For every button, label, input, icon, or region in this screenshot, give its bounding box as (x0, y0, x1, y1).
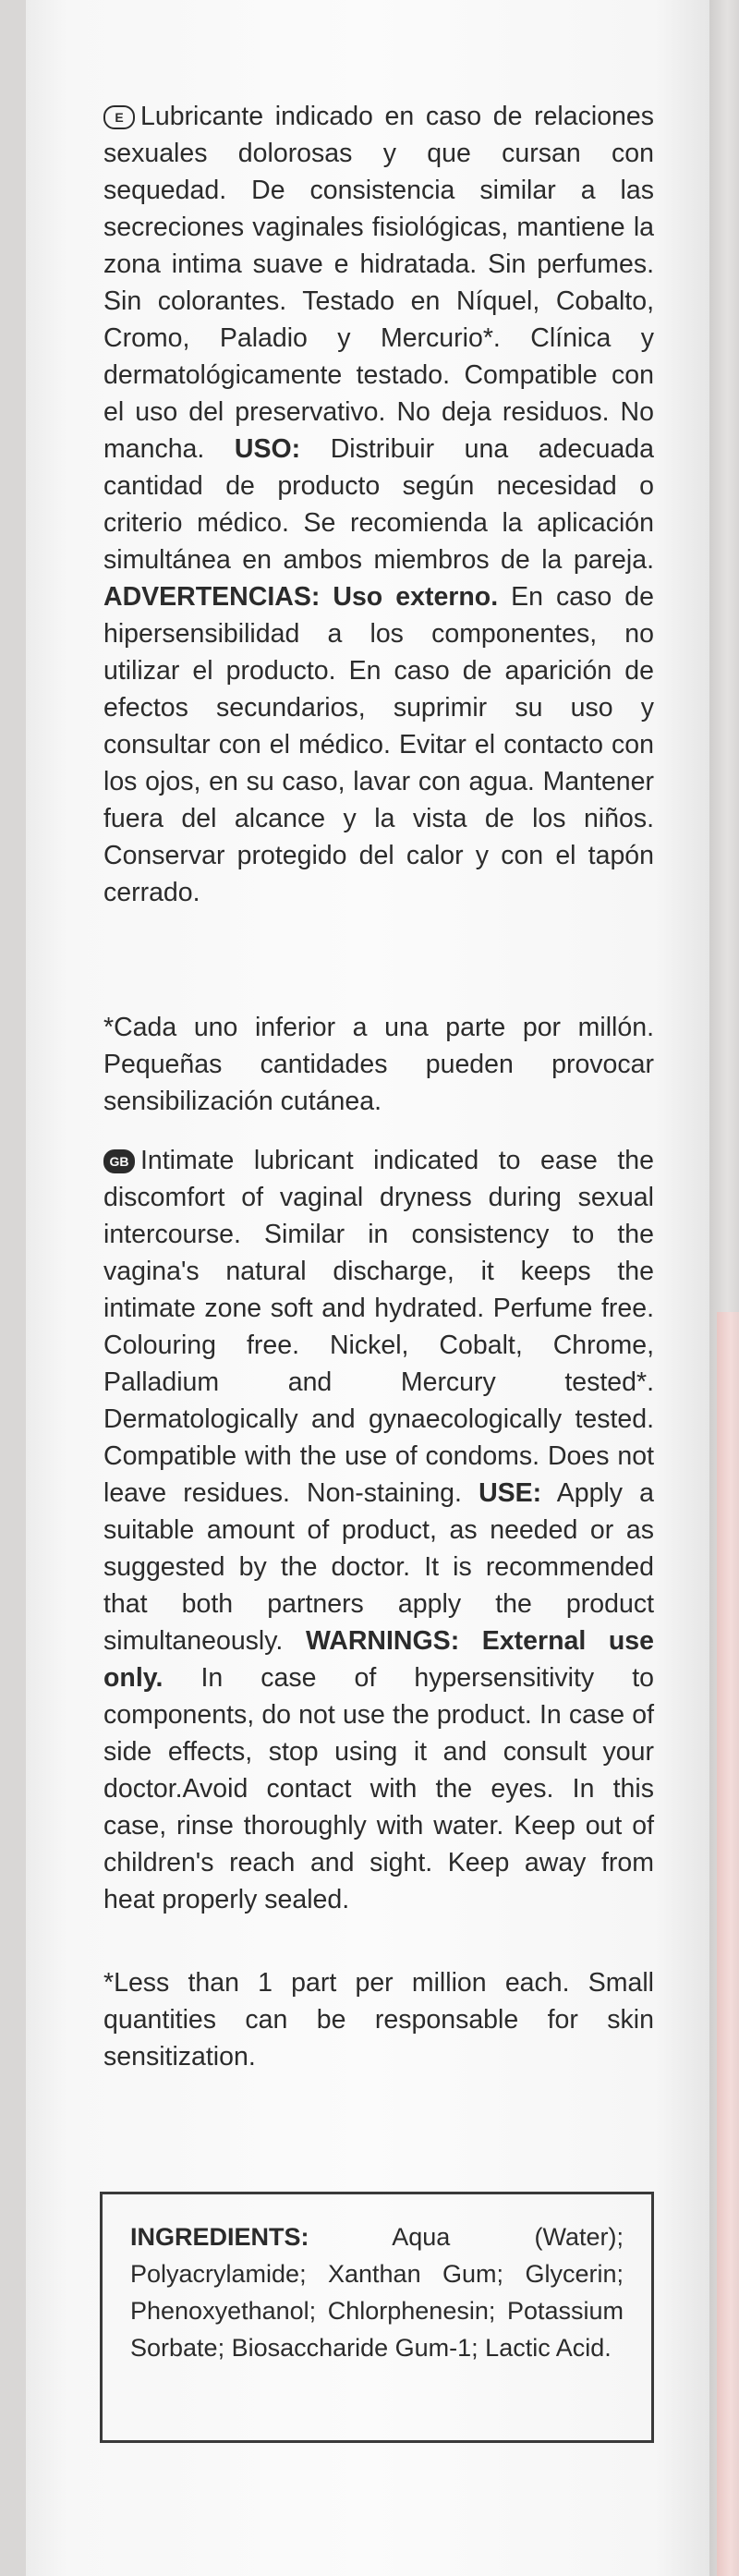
ingredients-box (100, 2192, 654, 2443)
spain-language-badge-icon: E (103, 105, 135, 129)
es-intro: Lubricante indicado en caso de relaciones sexuales dolorosas y que cursan con sequedad. De consistencia similar a las secreciones vaginales fisiológicas, mantiene la zona intima suave e hidratada. Sin perfumes. Sin colorantes. Testado en Níquel, Cobalto, Cromo, Paladio y Mercurio*. Clínica y dermatológicamente testado. Compatible con el uso del preservativo. No deja residuos. No mancha. (103, 102, 654, 464)
es-use-text: Distribuir una adecuada cantidad de producto según necesidad o criterio médico. Se recomienda la aplicación simultánea en ambos miembros de la pareja. (103, 434, 654, 575)
spanish-description (103, 98, 654, 911)
gb-intro: Intimate lubricant indicated to ease the discomfort of vaginal dryness during sexual intercourse. Similar in consistency to the vagina's natural discharge, it keeps the intimate zone soft and hydrated. Perfume free. Colouring free. Nickel, Cobalt, Chrome, Palladium and Mercury tested*. Dermatologically and gynaecologically tested. Compatible with the use of condoms. Does not leave residues. Non-staining. (103, 1146, 654, 1508)
package-fold-pink (717, 1312, 739, 2576)
gb-warnings-text: In case of hypersensitivity to components, do not use the product. In case of side effects, stop using it and consult your doctor.Avoid contact with the eyes. In this case, rinse thoroughly with water. Keep out of children's reach and sight. Keep away from heat properly sealed. (103, 1663, 654, 1914)
es-warnings-label: ADVERTENCIAS: Uso externo. (103, 582, 499, 612)
ingredients-label: INGREDIENTS: (130, 2223, 309, 2251)
gb-use-text: Apply a suitable amount of product, as needed or as suggested by the doctor. It is recommended that both partners apply the product simultaneously. (103, 1478, 654, 1656)
gb-footnote: *Less than 1 part per million each. Small quantities can be responsable for skin sensitization. (103, 1968, 654, 2072)
gb-use-label: USE: (479, 1478, 542, 1508)
ingredients-list: Aqua (Water); Polyacrylamide; Xanthan Gum; Glycerin; Phenoxyethanol; Chlorphenesin; Potassium Sorbate; Biosaccharide Gum-1; Lactic Acid. (130, 2223, 624, 2362)
es-footnote: *Cada uno inferior a una parte por millón. Pequeñas cantidades pueden provocar sensibilización cutánea. (103, 1013, 654, 1116)
es-use-label: USO: (234, 434, 301, 464)
english-description (103, 1142, 654, 1918)
ingredients-paragraph (130, 2218, 624, 2366)
gb-warnings-label: WARNINGS: External use only. (103, 1626, 654, 1693)
es-warnings-text: En caso de hipersensibilidad a los componentes, no utilizar el producto. En caso de aparición de efectos secundarios, suprimir su uso y consultar con el médico. Evitar el contacto con los ojos, en su caso, lavar con agua. Mantener fuera del alcance y la vista de los niños. Conservar protegido del calor y con el tapón cerrado. (103, 582, 654, 907)
uk-language-badge-icon: GB (103, 1149, 135, 1173)
